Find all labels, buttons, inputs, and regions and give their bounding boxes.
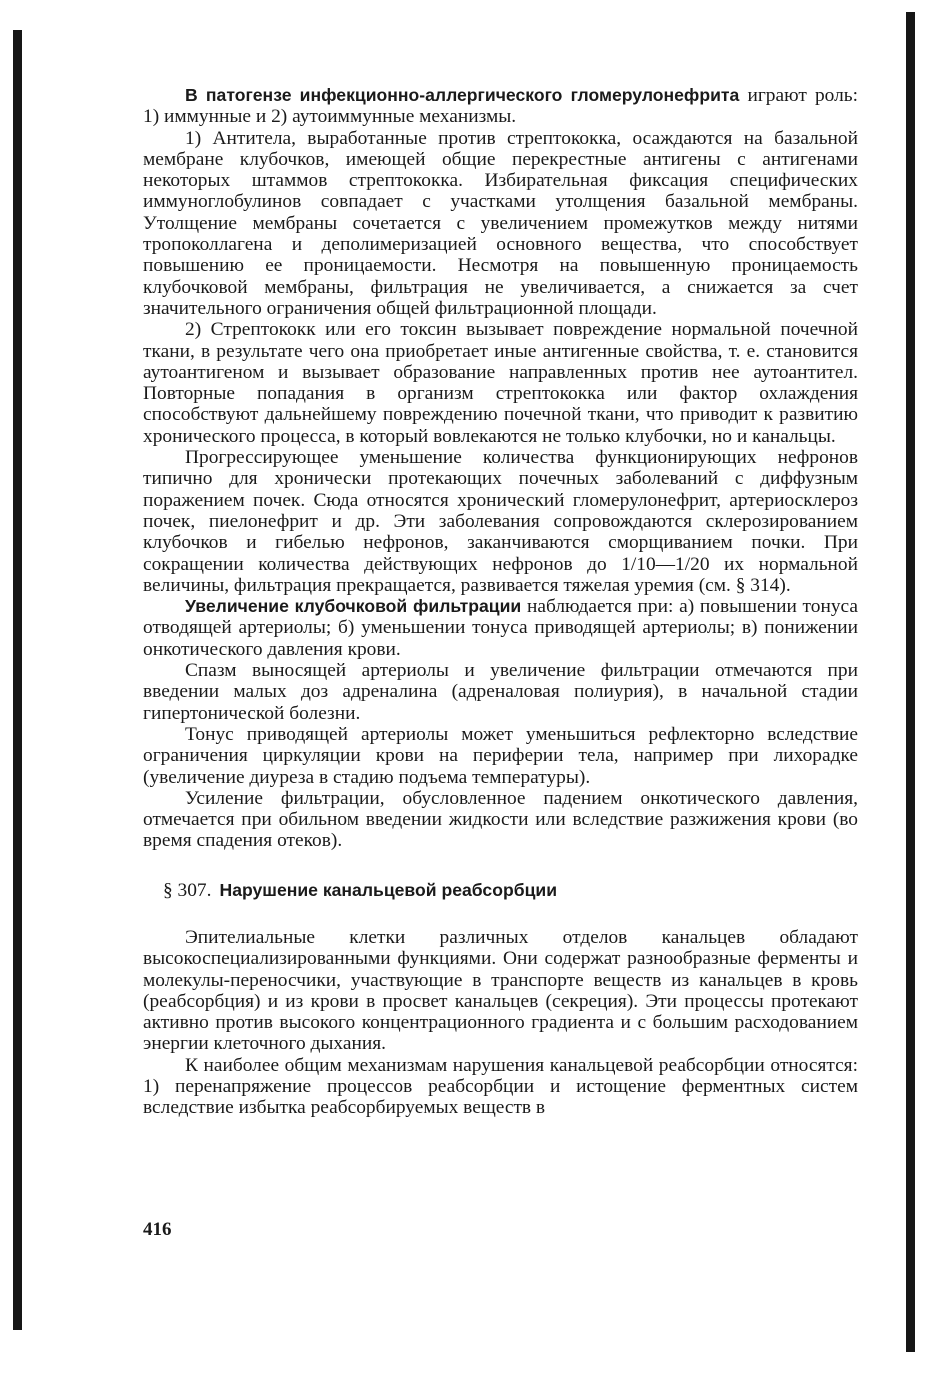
section-number: § 307. bbox=[163, 879, 212, 901]
scan-edge-left bbox=[13, 30, 22, 1330]
paragraph-6: Спазм выносящей артериолы и увеличение фильтрации отмечаются при введении малых доз адреналина (адреналовая полиурия), в начальной стадии гипертонической болезни. bbox=[143, 660, 858, 724]
paragraph-10: К наиболее общим механизмам нарушения канальцевой реабсорбции относятся: 1) перенапряжение процессов реабсорбции и истощение ферментных систем вследствие избытка реабсорбируемых веществ в bbox=[143, 1054, 858, 1119]
paragraph-5-bold: Увеличение клубочковой фильтрации bbox=[185, 596, 522, 617]
scan-edge-right bbox=[906, 12, 915, 1352]
paragraph-1 bbox=[143, 85, 858, 128]
paragraph-5 bbox=[143, 596, 858, 660]
page-body bbox=[143, 85, 858, 1119]
paragraph-8: Усиление фильтрации, обусловленное падением онкотического давления, отмечается при обильном введении жидкости или вследствие разжижения крови (во время спадения отеков). bbox=[143, 787, 858, 852]
section-title: Нарушение канальцевой реабсорбции bbox=[219, 879, 558, 900]
section-heading bbox=[143, 880, 858, 901]
paragraph-5-text: наблюдается при: а) повышении тонуса отводящей артериолы; б) уменьшении тонуса приводящей артериолы; в) понижении онкотического давления крови. bbox=[143, 596, 858, 660]
paragraph-1-text: играют роль: 1) иммунные и 2) аутоиммунные механизмы. bbox=[143, 85, 858, 128]
paragraph-1-bold: В патогензе инфекционно-аллергического гломерулонефрита bbox=[185, 85, 740, 105]
page-number: 416 bbox=[143, 1219, 172, 1240]
paragraph-4: Прогрессирующее уменьшение количества функционирующих нефронов типично для хронически протекающих почечных заболеваний с диффузным поражением почек. Сюда относятся хронический гломерулонефрит, артериосклероз почек, пиелонефрит и др. Эти заболевания сопровождаются склерозированием клубочков и гибелью нефронов, заканчиваются сморщиванием почки. При сокращении количества действующих нефронов до 1/10—1/20 их нормальной величины, фильтрация прекращается, развивается тяжелая уремия (см. § 314). bbox=[143, 447, 858, 596]
paragraph-9: Эпителиальные клетки различных отделов канальцев обладают высокоспециализированными функциями. Они содержат разнообразные ферменты и молекулы-переносчики, участвующие в транспорте веществ из канальцев в кровь (реабсорбция) и из крови в просвет канальцев (секреция). Эти процессы протекают активно против высокого концентрационного градиента и с большим расходованием энергии клеточного дыхания. bbox=[143, 926, 858, 1055]
paragraph-2: 1) Антитела, выработанные против стрептококка, осаждаются на базальной мембране клубочков, имеющей общие перекрестные антигены с антигенами некоторых штаммов стрептококка. Избирательная фиксация специфических иммуноглобулинов совпадает с участками утолщения базальной мембраны. Утолщение мембраны сочетается с увеличением промежутков между нитями тропоколлагена и деполимеризацией основного вещества, что способствует повышению ее проницаемости. Несмотря на повышенную проницаемость клубочковой мембраны, фильтрация не увеличивается, а снижается за счет значительного ограничения общей фильтрационной площади. bbox=[143, 127, 858, 319]
paragraph-3: 2) Стрептококк или его токсин вызывает повреждение нормальной почечной ткани, в результате чего она приобретает иные антигенные свойства, т. е. становится аутоантигеном и вызывает образование направленных против нее аутоантител. Повторные попадания в организм стрептококка или фактор охлаждения способствуют дальнейшему повреждению почечной ткани, что приводит к развитию хронического процесса, в который вовлекаются не только клубочки, но и канальцы. bbox=[143, 319, 858, 447]
paragraph-7: Тонус приводящей артериолы может уменьшиться рефлекторно вследствие ограничения циркуляции крови на периферии тела, например при лихорадке (увеличение диуреза в стадию подъема температуры). bbox=[143, 723, 858, 788]
